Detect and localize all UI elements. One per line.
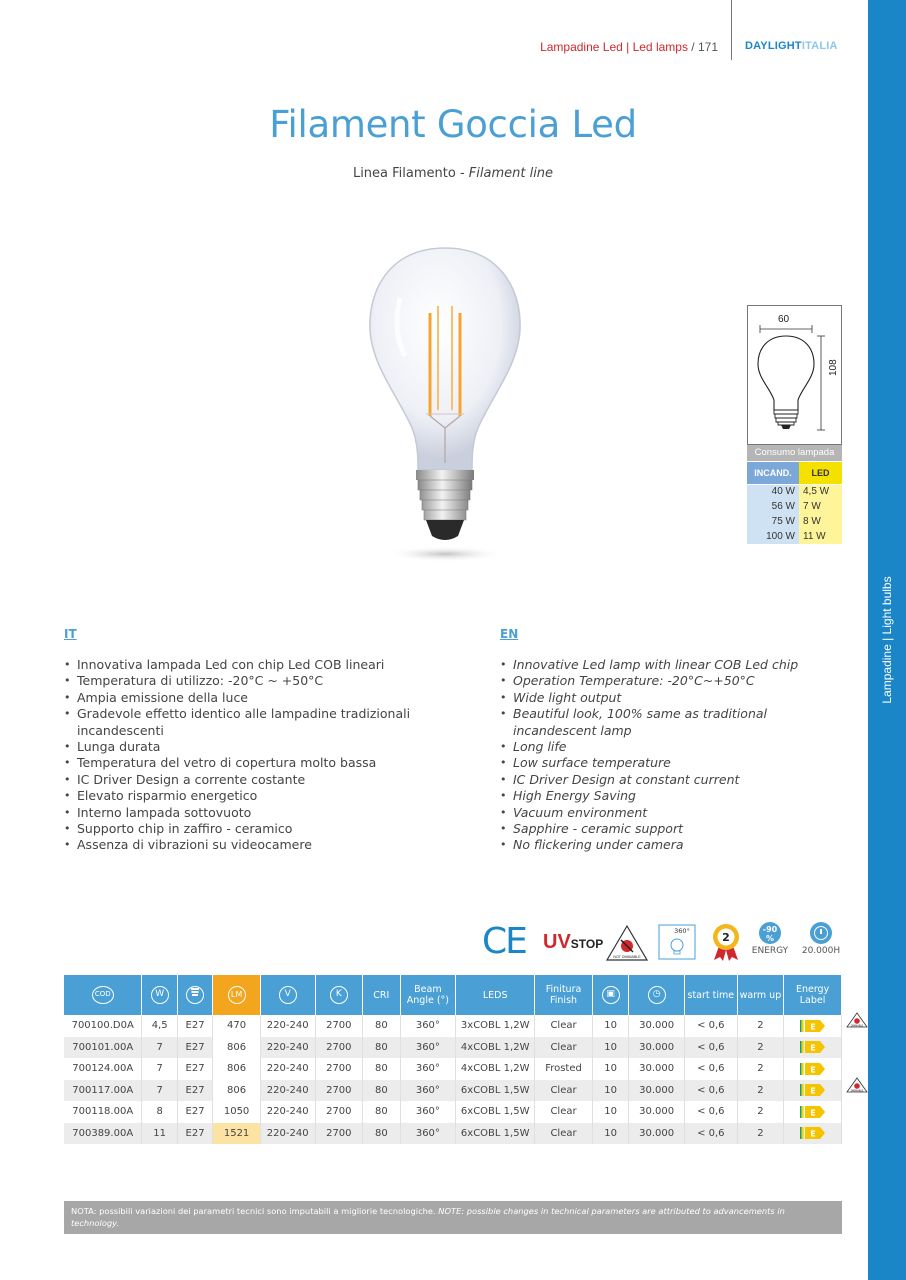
cell-hours: 30.000 xyxy=(629,1058,685,1080)
header-box xyxy=(592,975,628,1015)
certifications-row xyxy=(480,922,845,962)
list-item: • No flickering under camera xyxy=(500,837,800,853)
cell-pcs: 10 xyxy=(592,1015,628,1037)
consumption-row: 100 W 11 W xyxy=(747,529,842,544)
bulb-image xyxy=(360,238,530,568)
header-finish: Finitura Finish xyxy=(535,975,593,1015)
svg-text:E: E xyxy=(809,1129,816,1139)
list-item: • Lunga durata xyxy=(64,739,444,755)
cell-hours: 30.000 xyxy=(629,1101,685,1123)
page-header xyxy=(0,40,868,56)
list-item: • Temperatura di utilizzo: -20°C ~ +50°C xyxy=(64,673,444,689)
svg-text:E: E xyxy=(809,1043,816,1053)
cell-k: 2700 xyxy=(315,1037,363,1059)
dimension-drawing xyxy=(747,305,842,445)
cell-code: 700117.00A xyxy=(64,1080,142,1102)
svg-text:DIMMABLE: DIMMABLE xyxy=(850,1088,864,1092)
list-item: • Operation Temperature: -20°C~+50°C xyxy=(500,673,800,689)
cell-start: < 0,6 xyxy=(684,1101,737,1123)
cell-code: 700124.00A xyxy=(64,1058,142,1080)
consumption-header-incand: INCAND. xyxy=(747,462,799,484)
cell-pcs: 10 xyxy=(592,1058,628,1080)
cell-w: 7 xyxy=(142,1058,177,1080)
not-dimmable-icon xyxy=(605,924,649,962)
cell-leds: 6xCOBL 1,5W xyxy=(456,1123,535,1145)
page-number: / 171 xyxy=(691,40,718,54)
side-label: Lampadine | Light bulbs xyxy=(880,576,894,704)
beam-angle-icon xyxy=(658,924,696,960)
lifetime-hours-badge: 20.000H xyxy=(798,922,844,956)
clock-icon xyxy=(810,922,832,944)
energy-label-icon xyxy=(784,1037,842,1059)
cell-finish: Clear xyxy=(535,1037,593,1059)
cell-w: 11 xyxy=(142,1123,177,1145)
cell-v: 220-240 xyxy=(260,1058,315,1080)
cell-lm: 806 xyxy=(213,1080,261,1102)
cell-lm: 1050 xyxy=(213,1101,261,1123)
cell-cri: 80 xyxy=(363,1037,400,1059)
bulb-outline-icon xyxy=(748,306,843,446)
header-lumen: LM xyxy=(213,975,261,1015)
list-item: • Long life xyxy=(500,739,800,755)
cell-hours: 30.000 xyxy=(629,1080,685,1102)
header-code: COD xyxy=(64,975,142,1015)
list-item: • Beautiful look, 100% same as traditional incandescent lamp xyxy=(500,706,800,739)
cell-code: 700101.00A xyxy=(64,1037,142,1059)
features-list-it xyxy=(64,657,444,854)
energy-label-icon xyxy=(784,1058,842,1080)
cell-socket: E27 xyxy=(177,1037,212,1059)
cell-socket: E27 xyxy=(177,1058,212,1080)
dimmable-icon xyxy=(846,1012,868,1028)
dimension-height: 108 xyxy=(828,359,839,376)
lang-label-en: EN xyxy=(500,627,519,641)
header-divider xyxy=(731,0,732,60)
header-energy: Energy Label xyxy=(784,975,842,1015)
cell-v: 220-240 xyxy=(260,1037,315,1059)
cell-warm: 2 xyxy=(737,1123,784,1145)
cell-code: 700118.00A xyxy=(64,1101,142,1123)
cell-k: 2700 xyxy=(315,1101,363,1123)
consumption-row: 75 W 8 W xyxy=(747,514,842,529)
cell-code: 700100.D0A xyxy=(64,1015,142,1037)
cell-pcs: 10 xyxy=(592,1101,628,1123)
cell-code: 700389.00A xyxy=(64,1123,142,1145)
cell-lm: 806 xyxy=(213,1037,261,1059)
svg-text:E: E xyxy=(809,1086,816,1096)
svg-text:E: E xyxy=(809,1108,816,1118)
dimension-width: 60 xyxy=(778,314,790,325)
list-item: • Sapphire - ceramic support xyxy=(500,821,800,837)
header-hours xyxy=(629,975,685,1015)
list-item: • Innovative Led lamp with linear COB Led chip xyxy=(500,657,800,673)
header-leds: LEDS xyxy=(456,975,535,1015)
cell-pcs: 10 xyxy=(592,1080,628,1102)
cell-warm: 2 xyxy=(737,1058,784,1080)
svg-text:2: 2 xyxy=(722,931,730,944)
header-watt: W xyxy=(142,975,177,1015)
table-row xyxy=(64,1080,842,1102)
specifications-table xyxy=(64,975,842,1144)
consumption-table xyxy=(747,462,842,544)
cell-w: 7 xyxy=(142,1080,177,1102)
header-warm: warm up xyxy=(737,975,784,1015)
cell-cri: 80 xyxy=(363,1080,400,1102)
svg-text:NOT DIMMABLE: NOT DIMMABLE xyxy=(613,955,641,959)
list-item: • Vacuum environment xyxy=(500,805,800,821)
subtitle-en: Filament line xyxy=(468,166,554,181)
cell-leds: 3xCOBL 1,2W xyxy=(456,1015,535,1037)
cell-hours: 30.000 xyxy=(629,1037,685,1059)
subtitle-it: Linea Filamento - xyxy=(352,166,465,181)
cell-v: 220-240 xyxy=(260,1101,315,1123)
cell-beam: 360° xyxy=(400,1015,456,1037)
svg-text:E: E xyxy=(809,1022,816,1032)
cell-cri: 80 xyxy=(363,1123,400,1145)
cell-cri: 80 xyxy=(363,1015,400,1037)
cell-start: < 0,6 xyxy=(684,1037,737,1059)
cell-warm: 2 xyxy=(737,1080,784,1102)
list-item: • Wide light output xyxy=(500,690,800,706)
note-it: NOTA: possibili variazioni dei parametri tecnici sono imputabili a migliorie tecnologiche. xyxy=(71,1206,436,1216)
cell-w: 7 xyxy=(142,1037,177,1059)
header-start: start time xyxy=(684,975,737,1015)
cell-finish: Clear xyxy=(535,1101,593,1123)
cell-finish: Clear xyxy=(535,1080,593,1102)
svg-text:DIMMABLE: DIMMABLE xyxy=(850,1024,864,1028)
cell-finish: Clear xyxy=(535,1015,593,1037)
cell-start: < 0,6 xyxy=(684,1080,737,1102)
energy-saving-badge: -90 % ENERGY xyxy=(750,922,790,956)
table-row xyxy=(64,1123,842,1145)
cell-socket: E27 xyxy=(177,1101,212,1123)
cell-socket: E27 xyxy=(177,1015,212,1037)
table-header-row xyxy=(64,975,842,1015)
cell-start: < 0,6 xyxy=(684,1058,737,1080)
table-row xyxy=(64,1101,842,1123)
list-item: • Low surface temperature xyxy=(500,755,800,771)
cell-w: 4,5 xyxy=(142,1015,177,1037)
cell-v: 220-240 xyxy=(260,1123,315,1145)
cell-v: 220-240 xyxy=(260,1080,315,1102)
cell-beam: 360° xyxy=(400,1101,456,1123)
list-item: • Interno lampada sottovuoto xyxy=(64,805,444,821)
energy-label-icon xyxy=(784,1123,842,1145)
cell-leds: 4xCOBL 1,2W xyxy=(456,1058,535,1080)
cell-beam: 360° xyxy=(400,1058,456,1080)
features-list-en xyxy=(500,657,800,854)
list-item: • Supporto chip in zaffiro - ceramico xyxy=(64,821,444,837)
footer-note xyxy=(64,1201,842,1234)
header-volt: V xyxy=(260,975,315,1015)
cell-start: < 0,6 xyxy=(684,1123,737,1145)
consumption-header-led: LED xyxy=(799,462,842,484)
header-section-title: Lampadine Led | Led lamps xyxy=(540,40,688,54)
list-item: • IC Driver Design at constant current xyxy=(500,772,800,788)
cell-v: 220-240 xyxy=(260,1015,315,1037)
hours-icon: ◷ xyxy=(648,986,666,1004)
socket-icon xyxy=(186,986,204,1004)
warranty-icon xyxy=(709,922,743,962)
cell-pcs: 10 xyxy=(592,1123,628,1145)
cell-socket: E27 xyxy=(177,1080,212,1102)
cell-cri: 80 xyxy=(363,1058,400,1080)
cell-finish: Clear xyxy=(535,1123,593,1145)
list-item: • Innovativa lampada Led con chip Led COB lineari xyxy=(64,657,444,673)
svg-text:360°: 360° xyxy=(674,927,690,935)
list-item: • Gradevole effetto identico alle lampadine tradizionali incandescenti xyxy=(64,706,444,739)
uv-stop-icon: UVSTOP xyxy=(543,931,604,953)
brand-logo: DAYLIGHTITALIA xyxy=(745,40,838,52)
cell-k: 2700 xyxy=(315,1080,363,1102)
cell-cri: 80 xyxy=(363,1101,400,1123)
cell-lm: 1521 xyxy=(213,1123,261,1145)
header-section xyxy=(540,40,718,54)
cell-hours: 30.000 xyxy=(629,1015,685,1037)
cell-leds: 6xCOBL 1,5W xyxy=(456,1101,535,1123)
header-socket xyxy=(177,975,212,1015)
list-item: • IC Driver Design a corrente costante xyxy=(64,772,444,788)
cell-leds: 4xCOBL 1,2W xyxy=(456,1037,535,1059)
page-subtitle xyxy=(0,166,906,181)
table-row xyxy=(64,1037,842,1059)
box-icon: ▣ xyxy=(602,986,620,1004)
page-title: Filament Goccia Led xyxy=(269,103,637,146)
list-item: • Assenza di vibrazioni su videocamere xyxy=(64,837,444,853)
header-kelvin: K xyxy=(315,975,363,1015)
consumption-row: 56 W 7 W xyxy=(747,499,842,514)
table-row xyxy=(64,1015,842,1037)
svg-text:E: E xyxy=(809,1065,816,1075)
consumption-row: 40 W 4,5 W xyxy=(747,484,842,499)
ce-mark-icon: CE xyxy=(482,921,526,962)
lang-label-it: IT xyxy=(64,627,77,641)
cell-k: 2700 xyxy=(315,1015,363,1037)
energy-label-icon xyxy=(784,1101,842,1123)
cell-finish: Frosted xyxy=(535,1058,593,1080)
cell-beam: 360° xyxy=(400,1080,456,1102)
consumption-title: Consumo lampada xyxy=(747,445,842,461)
cell-pcs: 10 xyxy=(592,1037,628,1059)
cell-lm: 806 xyxy=(213,1058,261,1080)
table-row xyxy=(64,1058,842,1080)
cell-beam: 360° xyxy=(400,1123,456,1145)
list-item: • Elevato risparmio energetico xyxy=(64,788,444,804)
cell-lm: 470 xyxy=(213,1015,261,1037)
list-item: • Temperatura del vetro di copertura molto bassa xyxy=(64,755,444,771)
cell-k: 2700 xyxy=(315,1058,363,1080)
cell-w: 8 xyxy=(142,1101,177,1123)
cell-socket: E27 xyxy=(177,1123,212,1145)
cell-warm: 2 xyxy=(737,1037,784,1059)
dimmable-icon xyxy=(846,1077,868,1093)
cell-k: 2700 xyxy=(315,1123,363,1145)
cell-leds: 6xCOBL 1,5W xyxy=(456,1080,535,1102)
list-item: • High Energy Saving xyxy=(500,788,800,804)
header-beam: Beam Angle (°) xyxy=(400,975,456,1015)
cell-warm: 2 xyxy=(737,1015,784,1037)
cell-start: < 0,6 xyxy=(684,1015,737,1037)
cell-warm: 2 xyxy=(737,1101,784,1123)
cell-hours: 30.000 xyxy=(629,1123,685,1145)
energy-label-icon xyxy=(784,1080,842,1102)
header-cri: CRI xyxy=(363,975,400,1015)
list-item: • Ampia emissione della luce xyxy=(64,690,444,706)
note-en: NOTE: possible changes in technical parameters are attributed to advancements in technology. xyxy=(71,1206,785,1228)
energy-label-icon xyxy=(784,1015,842,1037)
cell-beam: 360° xyxy=(400,1037,456,1059)
